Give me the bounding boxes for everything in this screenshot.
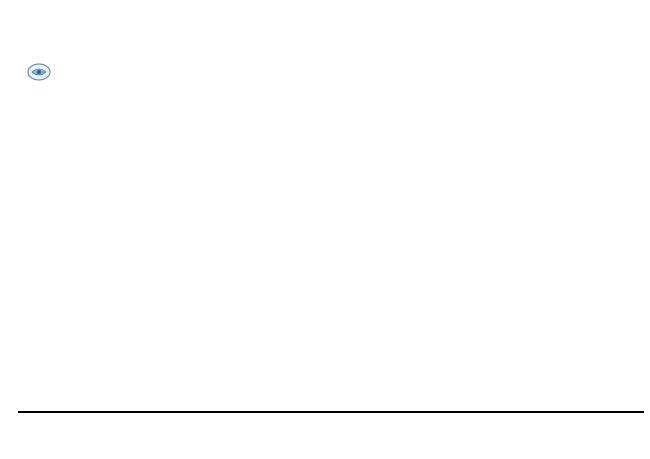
class-header [18,41,644,61]
school-logo-icon [26,63,52,81]
divider [18,411,644,413]
